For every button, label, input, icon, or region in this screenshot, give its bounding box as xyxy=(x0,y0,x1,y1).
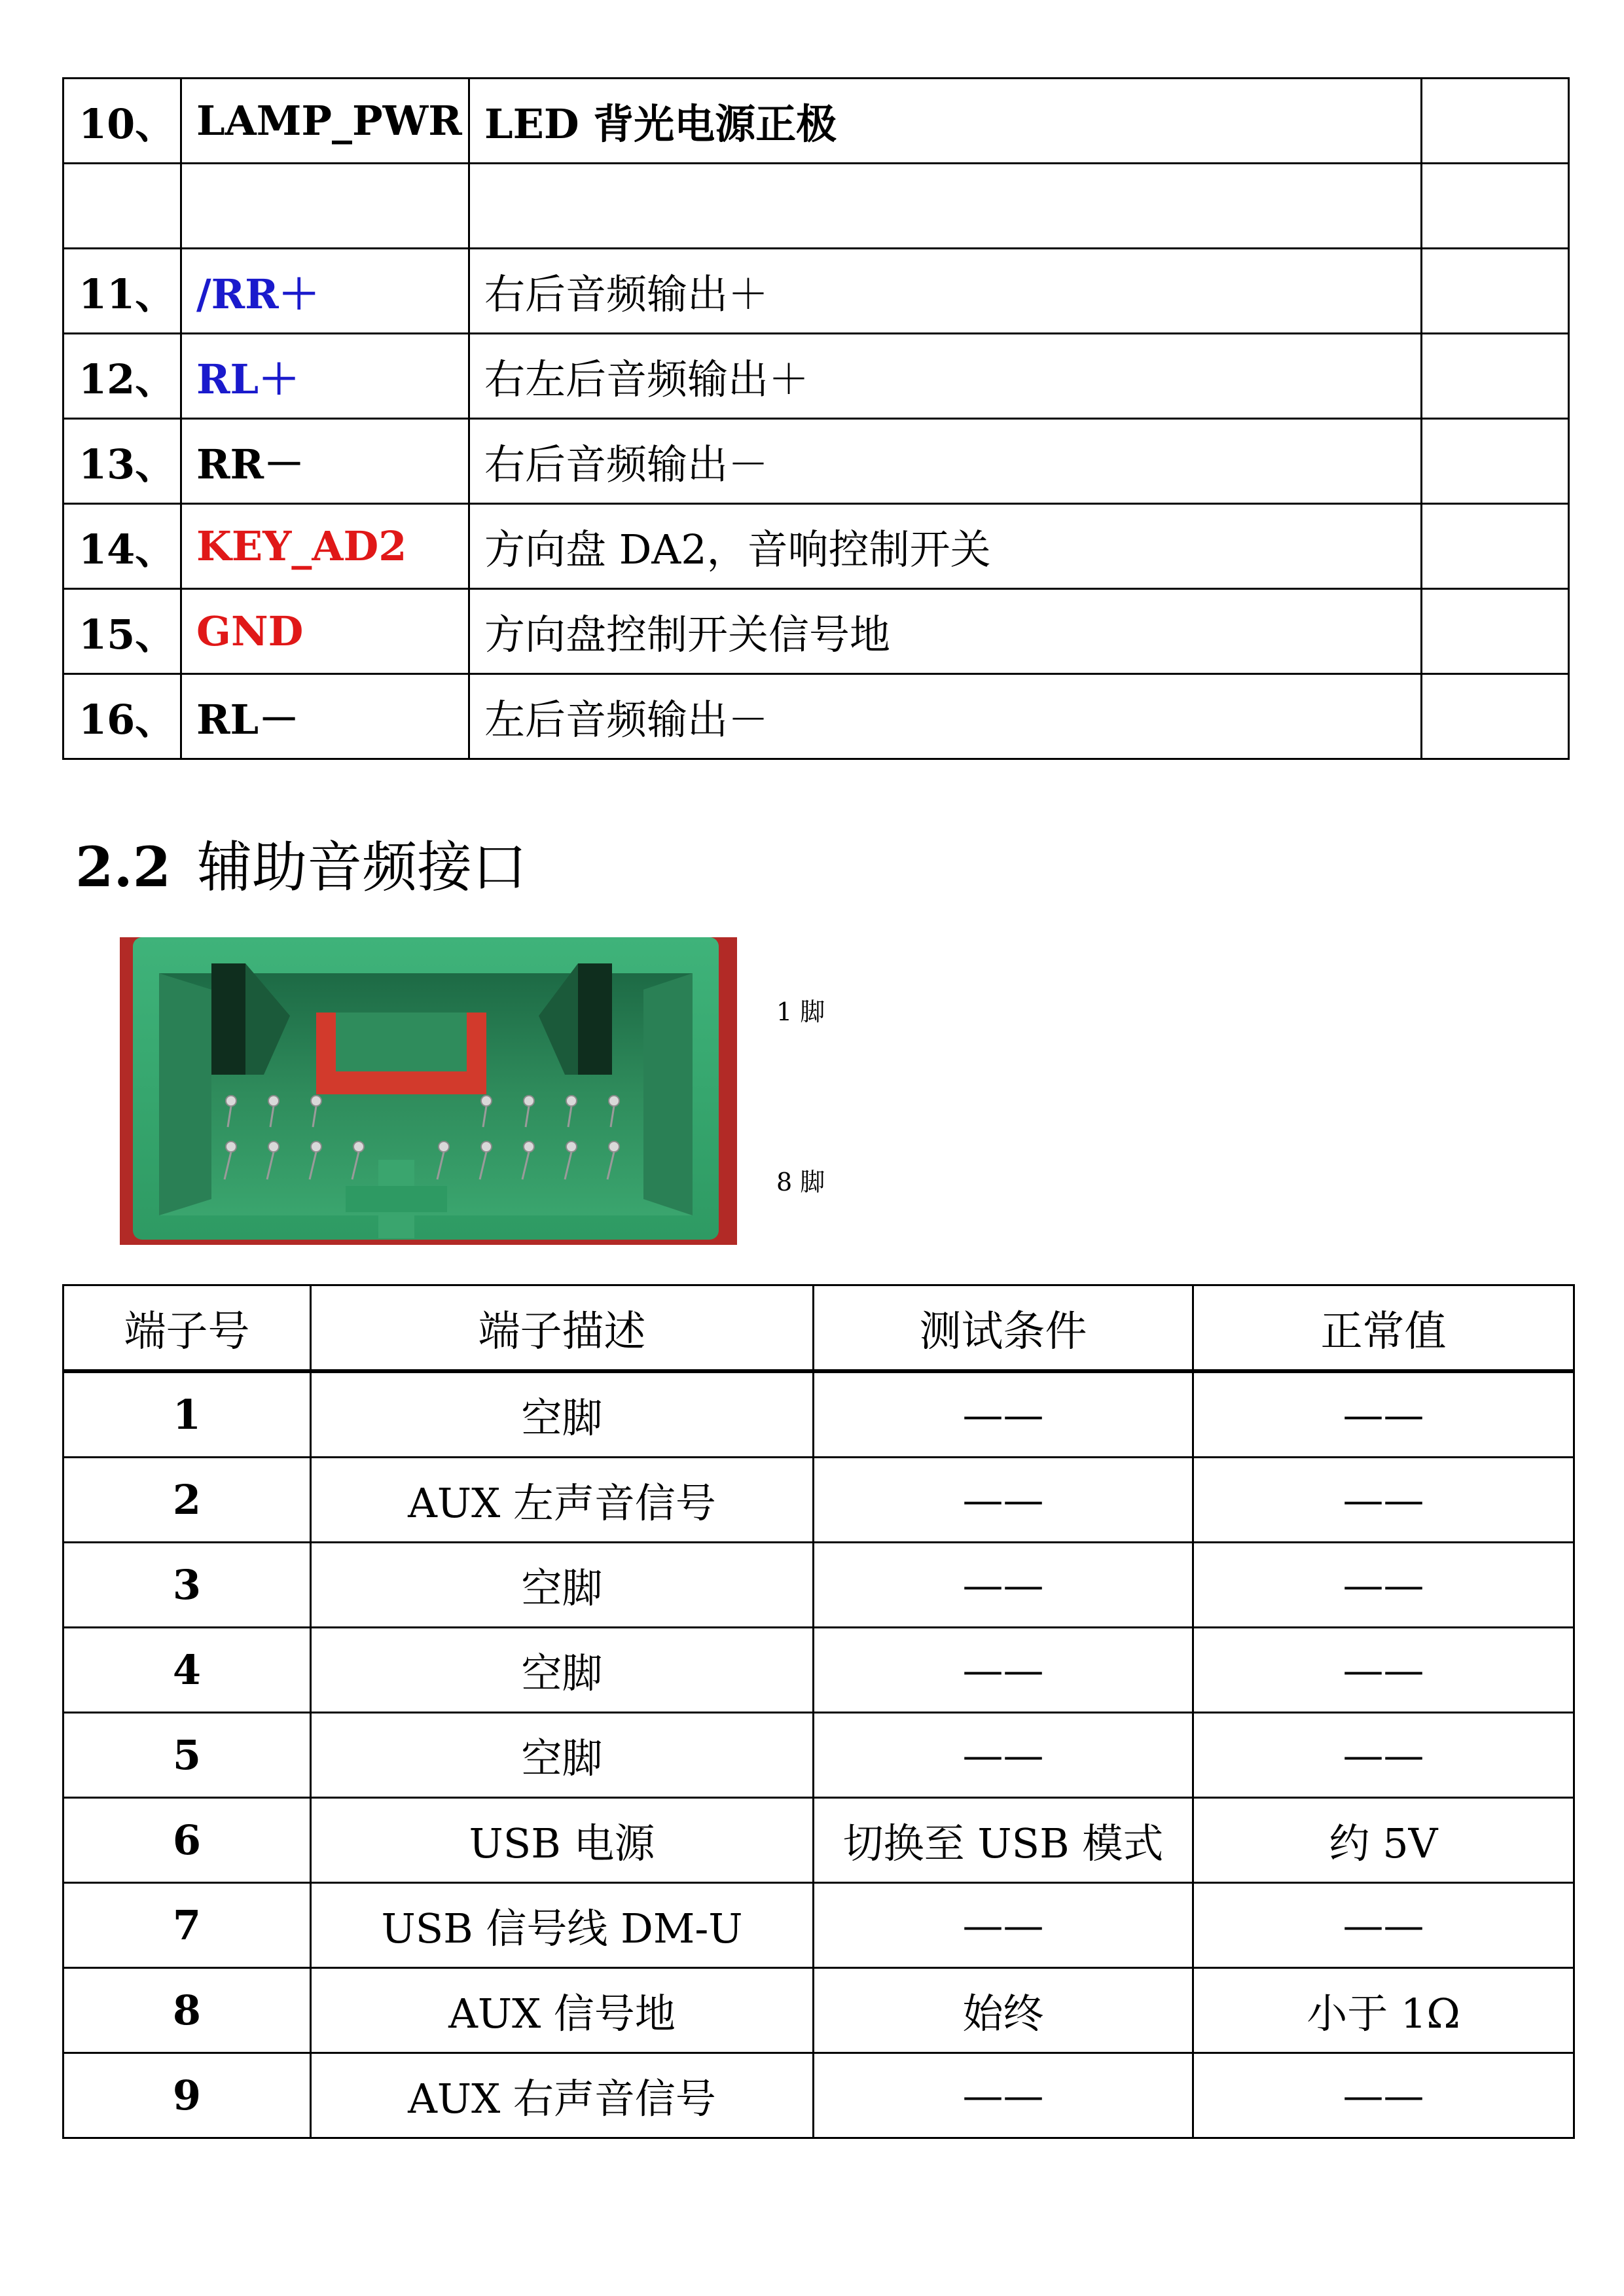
signal-name: /RR＋ xyxy=(181,249,469,334)
pin-note xyxy=(1422,504,1569,589)
cell-pin: 4 xyxy=(63,1628,311,1713)
pin-number xyxy=(63,164,181,249)
table-row xyxy=(63,1458,1574,1543)
cell-pin: 2 xyxy=(63,1458,311,1543)
signal-name: RL＋ xyxy=(181,334,469,419)
pin-number: 15、 xyxy=(63,589,181,674)
header-pin: 端子号 xyxy=(63,1285,311,1372)
pin-description: 左后音频输出－ xyxy=(469,674,1422,759)
cell-desc: AUX 信号地 xyxy=(311,1968,814,2053)
cell-pin: 9 xyxy=(63,2053,311,2138)
section-title: 辅助音频接口 xyxy=(197,835,528,899)
cell-desc: USB 信号线 DM-U xyxy=(311,1883,814,1968)
signal-name: GND xyxy=(181,589,469,674)
cell-desc: 空脚 xyxy=(311,1371,814,1458)
cell-condition: 始终 xyxy=(814,1968,1193,2053)
cell-pin: 7 xyxy=(63,1883,311,1968)
cell-desc: 空脚 xyxy=(311,1713,814,1798)
cell-value: —— xyxy=(1193,1713,1574,1798)
cell-value: —— xyxy=(1193,1543,1574,1628)
pin-number: 11、 xyxy=(63,249,181,334)
signal-name: LAMP_PWR xyxy=(181,79,469,164)
cell-value: —— xyxy=(1193,1371,1574,1458)
cell-condition: 切换至 USB 模式 xyxy=(814,1798,1193,1883)
cell-condition: —— xyxy=(814,1628,1193,1713)
table-row xyxy=(63,1371,1574,1458)
section-number: 2.2 xyxy=(75,834,171,899)
table-row xyxy=(63,1628,1574,1713)
pin-note xyxy=(1422,164,1569,249)
cell-pin: 8 xyxy=(63,1968,311,2053)
cell-value: —— xyxy=(1193,1628,1574,1713)
cell-desc: 空脚 xyxy=(311,1543,814,1628)
connector-photo xyxy=(120,937,737,1245)
header-desc: 端子描述 xyxy=(311,1285,814,1372)
pin-number: 13、 xyxy=(63,419,181,504)
pin-note xyxy=(1422,79,1569,164)
cell-condition: —— xyxy=(814,2053,1193,2138)
section-heading xyxy=(75,823,527,903)
cell-desc: 空脚 xyxy=(311,1628,814,1713)
table-row xyxy=(63,79,1569,164)
pin-description: 方向盘 DA2，音响控制开关 xyxy=(469,504,1422,589)
cell-condition: —— xyxy=(814,1543,1193,1628)
table-row xyxy=(63,1968,1574,2053)
signal-name: RR－ xyxy=(181,419,469,504)
cell-pin: 6 xyxy=(63,1798,311,1883)
pin-description xyxy=(469,79,1422,164)
pin-note xyxy=(1422,334,1569,419)
header-condition: 测试条件 xyxy=(814,1285,1193,1372)
table-row xyxy=(63,2053,1574,2138)
table-row xyxy=(63,504,1569,589)
cell-desc: AUX 左声音信号 xyxy=(311,1458,814,1543)
pin-description: 方向盘控制开关信号地 xyxy=(469,589,1422,674)
table-row xyxy=(63,164,1569,249)
table-row xyxy=(63,674,1569,759)
pin-note xyxy=(1422,674,1569,759)
cell-value: —— xyxy=(1193,1458,1574,1543)
cell-condition: —— xyxy=(814,1371,1193,1458)
cell-pin: 1 xyxy=(63,1371,311,1458)
pin-description: 右后音频输出＋ xyxy=(469,249,1422,334)
pin1-label: 1 脚 xyxy=(776,997,825,1026)
cell-condition: —— xyxy=(814,1458,1193,1543)
pin-number: 12、 xyxy=(63,334,181,419)
table-row xyxy=(63,589,1569,674)
table-row xyxy=(63,334,1569,419)
pin-note xyxy=(1422,589,1569,674)
cell-condition: —— xyxy=(814,1883,1193,1968)
table-row xyxy=(63,419,1569,504)
pin8-label: 8 脚 xyxy=(776,1168,825,1196)
signal-name xyxy=(181,164,469,249)
cell-desc: USB 电源 xyxy=(311,1798,814,1883)
cell-value: 小于 1Ω xyxy=(1193,1968,1574,2053)
table-row xyxy=(63,1713,1574,1798)
pin-number: 10、 xyxy=(63,79,181,164)
table-row xyxy=(63,1798,1574,1883)
pin-note xyxy=(1422,249,1569,334)
signal-name: KEY_AD2 xyxy=(181,504,469,589)
header-value: 正常值 xyxy=(1193,1285,1574,1372)
pin-description xyxy=(469,164,1422,249)
table-row xyxy=(63,1883,1574,1968)
table-row xyxy=(63,249,1569,334)
cell-value: —— xyxy=(1193,2053,1574,2138)
pin-table xyxy=(62,77,1570,760)
pin-note xyxy=(1422,419,1569,504)
cell-value: 约 5V xyxy=(1193,1798,1574,1883)
cell-value: —— xyxy=(1193,1883,1574,1968)
pin-description: 右左后音频输出＋ xyxy=(469,334,1422,419)
pin-number: 14、 xyxy=(63,504,181,589)
signal-name: RL－ xyxy=(181,674,469,759)
cell-desc: AUX 右声音信号 xyxy=(311,2053,814,2138)
pin-number: 16、 xyxy=(63,674,181,759)
pin-description-text: LED 背光电源正极 xyxy=(484,100,837,148)
pin-description: 右后音频输出－ xyxy=(469,419,1422,504)
table-header-row xyxy=(63,1285,1574,1372)
cell-condition: —— xyxy=(814,1713,1193,1798)
cell-pin: 5 xyxy=(63,1713,311,1798)
table-row xyxy=(63,1543,1574,1628)
aux-table xyxy=(62,1284,1575,2139)
cell-pin: 3 xyxy=(63,1543,311,1628)
